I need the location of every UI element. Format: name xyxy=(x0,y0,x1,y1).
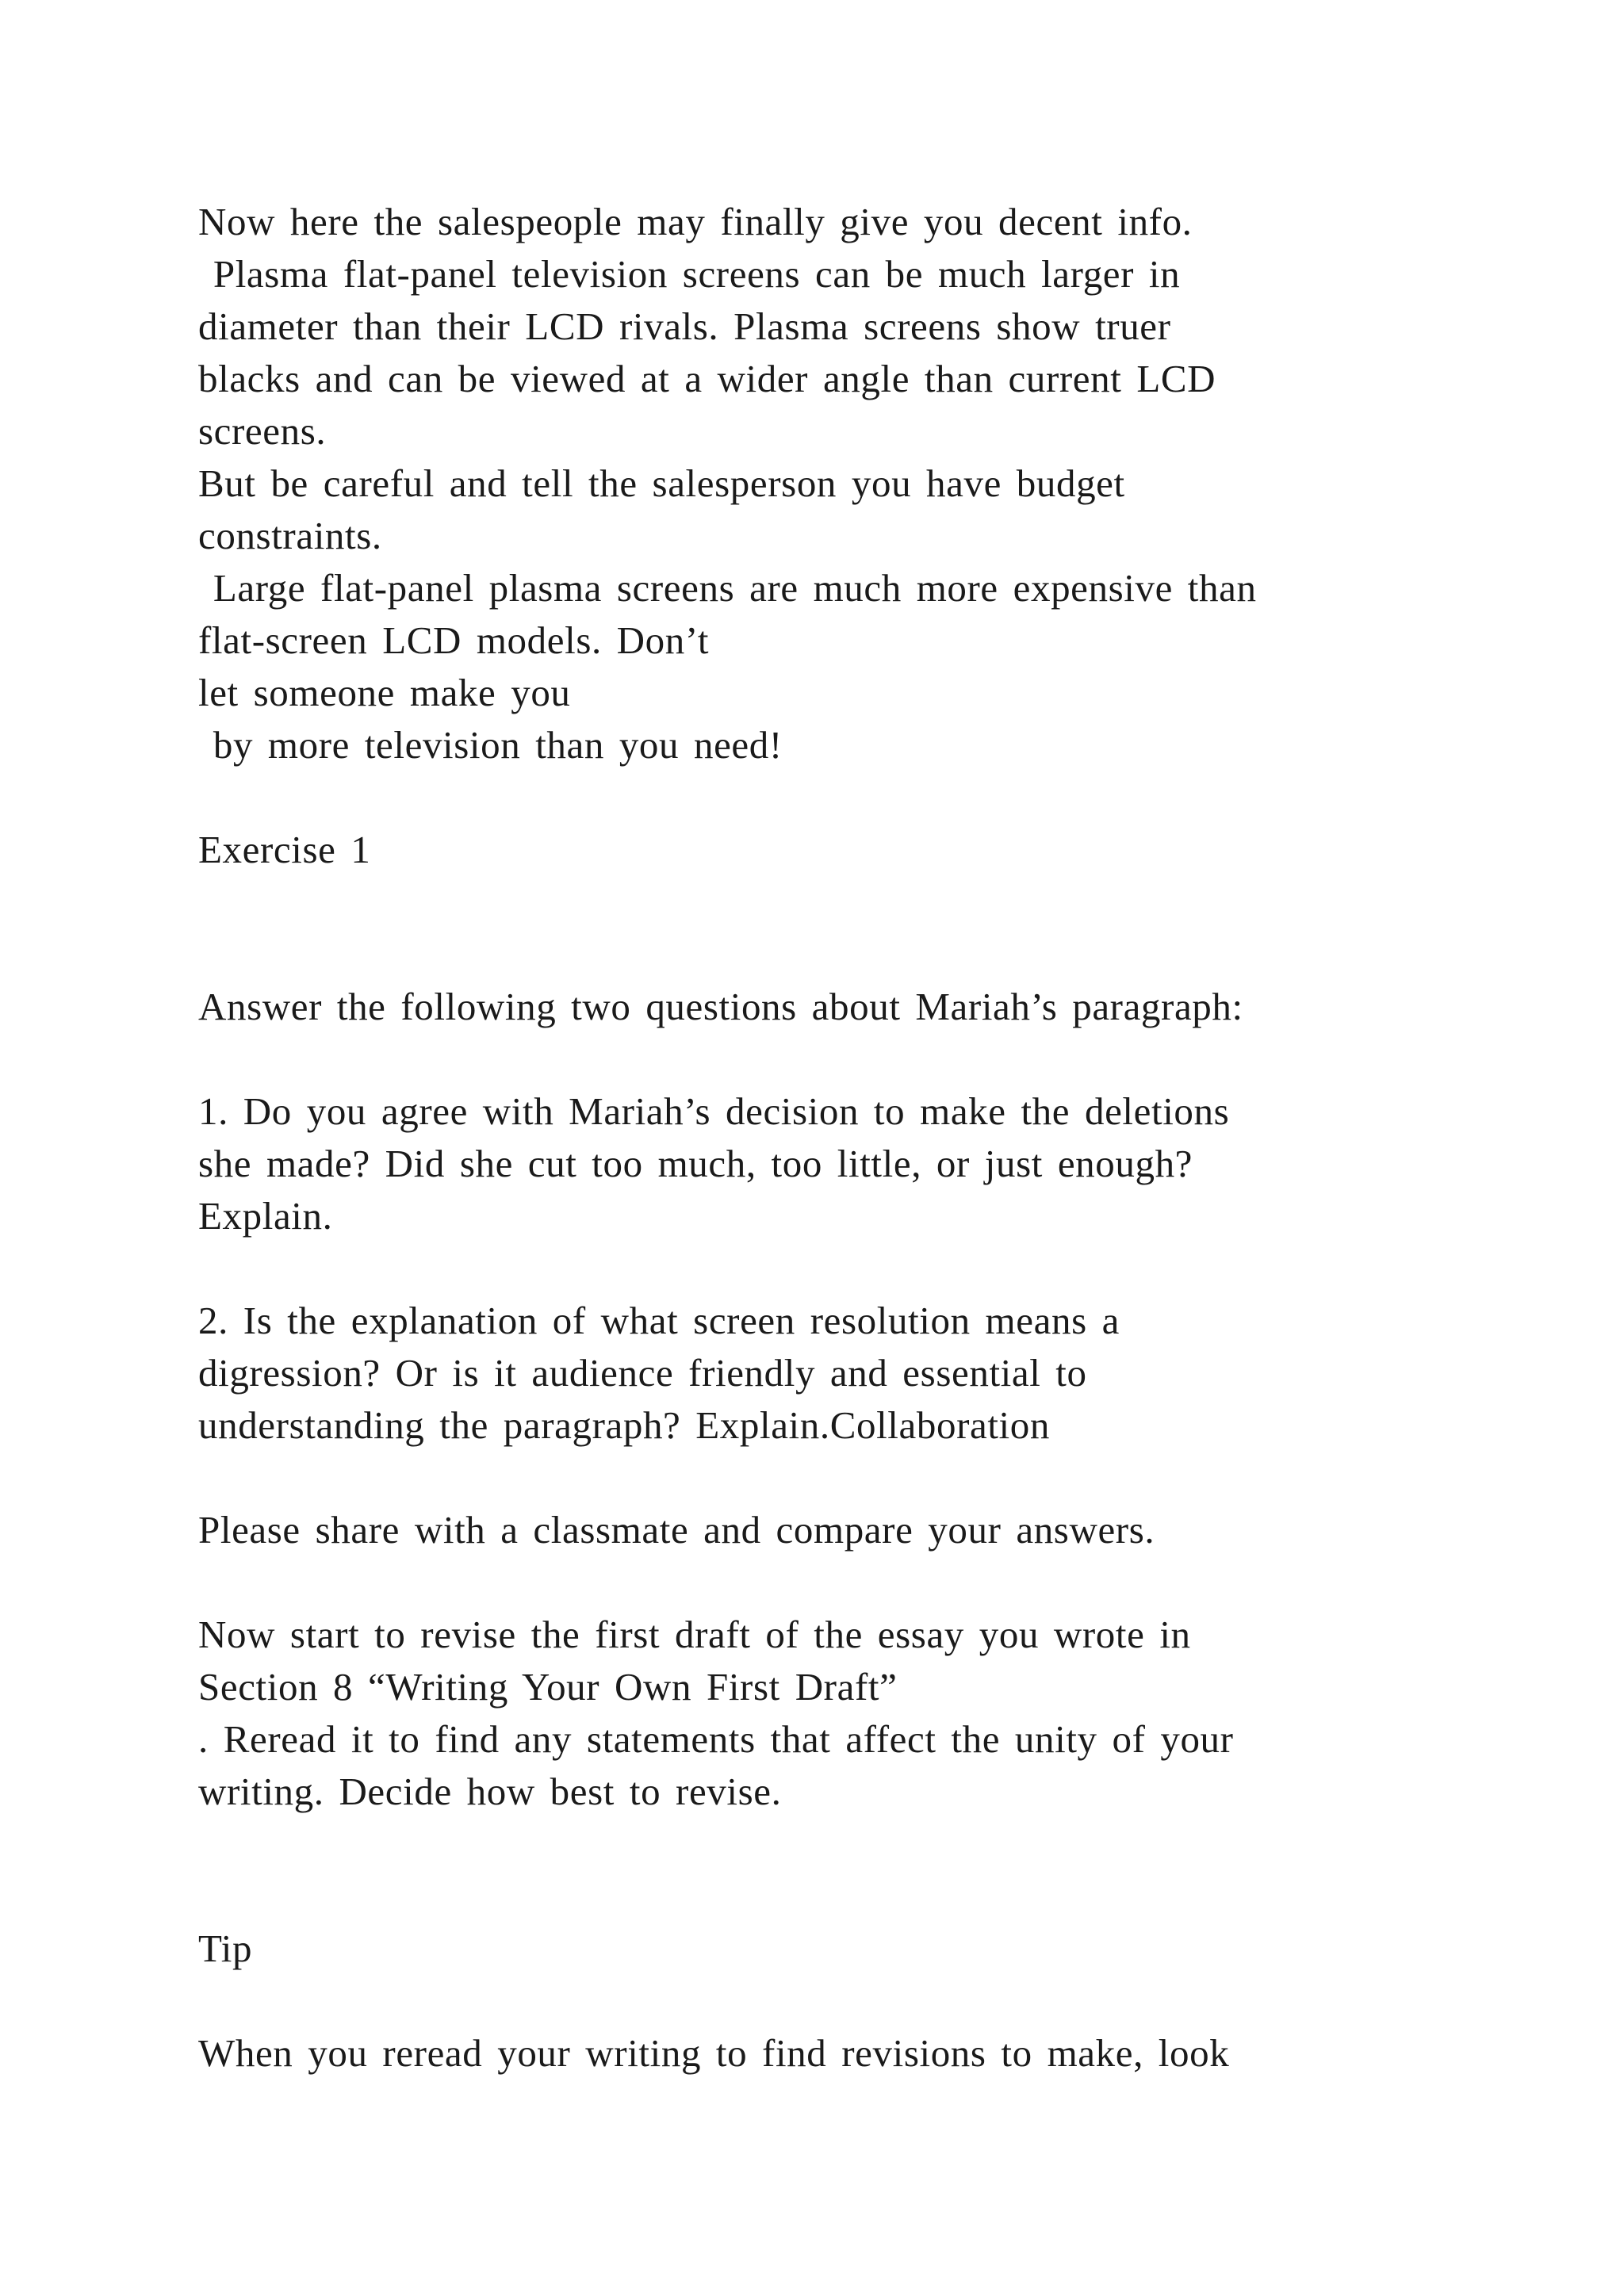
text-line: When you reread your writing to find revisions to make, look xyxy=(198,2031,1230,2075)
text-line: Now start to revise the first draft of the essay you wrote in xyxy=(198,1613,1191,1656)
text-line: Large flat-panel plasma screens are much more expensive than xyxy=(198,566,1257,610)
text-line: Explain. xyxy=(198,1194,333,1238)
list-item: 1. Do you agree with Mariah’s decision to make the deletions xyxy=(198,1089,1230,1133)
text-line: understanding the paragraph? Explain.Collaboration xyxy=(198,1403,1050,1447)
text-line: . Reread it to find any statements that affect the unity of your xyxy=(198,1717,1234,1761)
text-line: Plasma flat-panel television screens can be much larger in xyxy=(198,252,1181,296)
text-line: constraints. xyxy=(198,514,382,557)
text-line: Answer the following two questions about Mariah’s paragraph: xyxy=(198,985,1243,1028)
text-line: digression? Or is it audience friendly and essential to xyxy=(198,1351,1087,1395)
section-heading: Exercise 1 xyxy=(198,828,371,871)
text-line: she made? Did she cut too much, too little, or just enough? xyxy=(198,1142,1193,1185)
text-line: by more television than you need! xyxy=(198,723,783,767)
text-line: Section 8 “Writing Your Own First Draft” xyxy=(198,1665,898,1709)
text-line: writing. Decide how best to revise. xyxy=(198,1770,782,1813)
text-line: blacks and can be viewed at a wider angle than current LCD xyxy=(198,357,1216,400)
text-line: Please share with a classmate and compare your answers. xyxy=(198,1508,1155,1552)
text-line: flat-screen LCD models. Don’t xyxy=(198,618,710,662)
text-line: Now here the salespeople may finally give you decent info. xyxy=(198,200,1193,243)
section-heading: Tip xyxy=(198,1927,253,1970)
list-item: 2. Is the explanation of what screen resolution means a xyxy=(198,1299,1120,1342)
text-line: screens. xyxy=(198,409,327,453)
text-line: diameter than their LCD rivals. Plasma screens show truer xyxy=(198,304,1171,348)
text-line: let someone make you xyxy=(198,671,571,714)
text-line: But be careful and tell the salesperson you have budget xyxy=(198,461,1125,505)
